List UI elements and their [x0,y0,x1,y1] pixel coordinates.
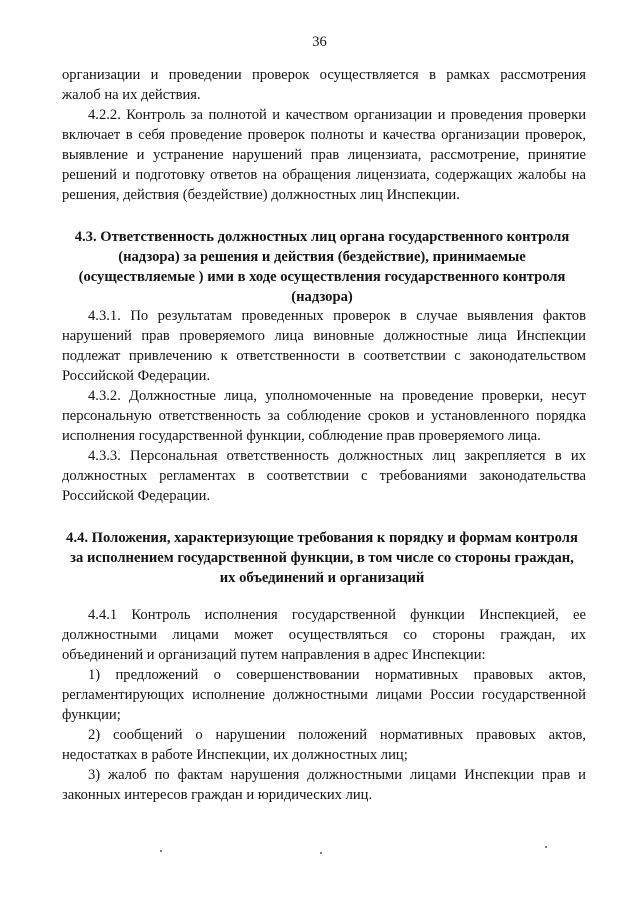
text-line: Российской Федерации. [62,488,211,504]
text-line: 4.4.1 Контроль исполнения государственной функции Инспекцией, ее [88,607,586,623]
text-line: решений и подготовку ответов на обращения лицензиата, содержащих жалобы на [62,167,586,183]
text-line: 3) жалоб по фактам нарушения должностными лицами Инспекции прав и [88,767,586,783]
text-line: Российской Федерации. [62,368,211,384]
text-line: 1) предложений о совершенствовании нормативных правовых актов, [88,667,586,683]
text-line: 4.3.3. Персональная ответственность должностных лиц закрепляется в их [88,448,586,464]
text-line: исполнения государственной функции, соблюдение прав проверяемого лица. [62,428,541,444]
text-line: регламентирующих исполнение должностными лицами России государственной [62,687,586,703]
scan-speck [320,852,322,854]
scan-speck [160,850,162,852]
heading-line: (осуществляемые ) ими в ходе осуществления государственного контроля [78,269,566,285]
text-line: подлежат привлечению к ответственности в соответствии с законодательством [62,348,586,364]
text-line: 4.3.2. Должностные лица, уполномоченные на проведение проверки, несут [88,388,586,404]
text-line: включает в себя проведение проверок полноты и качества организации проверок, [62,127,586,143]
page-number: 36 [312,34,327,50]
text-line: объединений и организаций путем направления в адрес Инспекции: [62,647,486,663]
text-line: организации и проведении проверок осуществляется в рамках рассмотрения [62,67,586,83]
text-line: нарушений прав проверяемого лица виновные должностные лица Инспекции [62,328,586,344]
text-line: законных интересов граждан и юридических лиц. [62,787,373,803]
heading-line: (надзора) за решения и действия (бездействие), принимаемые [118,249,526,265]
text-line: 4.3.1. По результатам проведенных проверок в случае выявления фактов [88,308,586,324]
heading-line: 4.3. Ответственность должностных лиц органа государственного контроля [74,229,570,245]
text-line: персональную ответственность за соблюдение сроков и установленного порядка [62,408,586,424]
text-line: 2) сообщений о нарушении положений нормативных правовых актов, [88,727,586,743]
heading-line: (надзора) [291,289,353,305]
text-line: недостатках в работе Инспекции, их должностных лиц; [62,747,408,763]
text-line: жалоб на их действия. [62,87,201,103]
scan-speck [545,846,547,848]
heading-line: за исполнением государственной функции, в том числе со стороны граждан, [70,550,574,566]
heading-line: 4.4. Положения, характеризующие требования к порядку и формам контроля [66,530,578,546]
text-line: решения, действия (бездействие) должностных лиц Инспекции. [62,187,460,203]
text-line: должностными лицами может осуществляться со стороны граждан, их [62,627,586,643]
heading-line: их объединений и организаций [219,570,425,586]
text-line: должностных регламентах в соответствии с требованиями законодательства [62,468,586,484]
text-line: выявление и устранение нарушений прав лицензиата, рассмотрение, принятие [62,147,586,163]
text-line: 4.2.2. Контроль за полнотой и качеством организации и проведения проверки [88,107,586,123]
text-line: функции; [62,707,121,723]
